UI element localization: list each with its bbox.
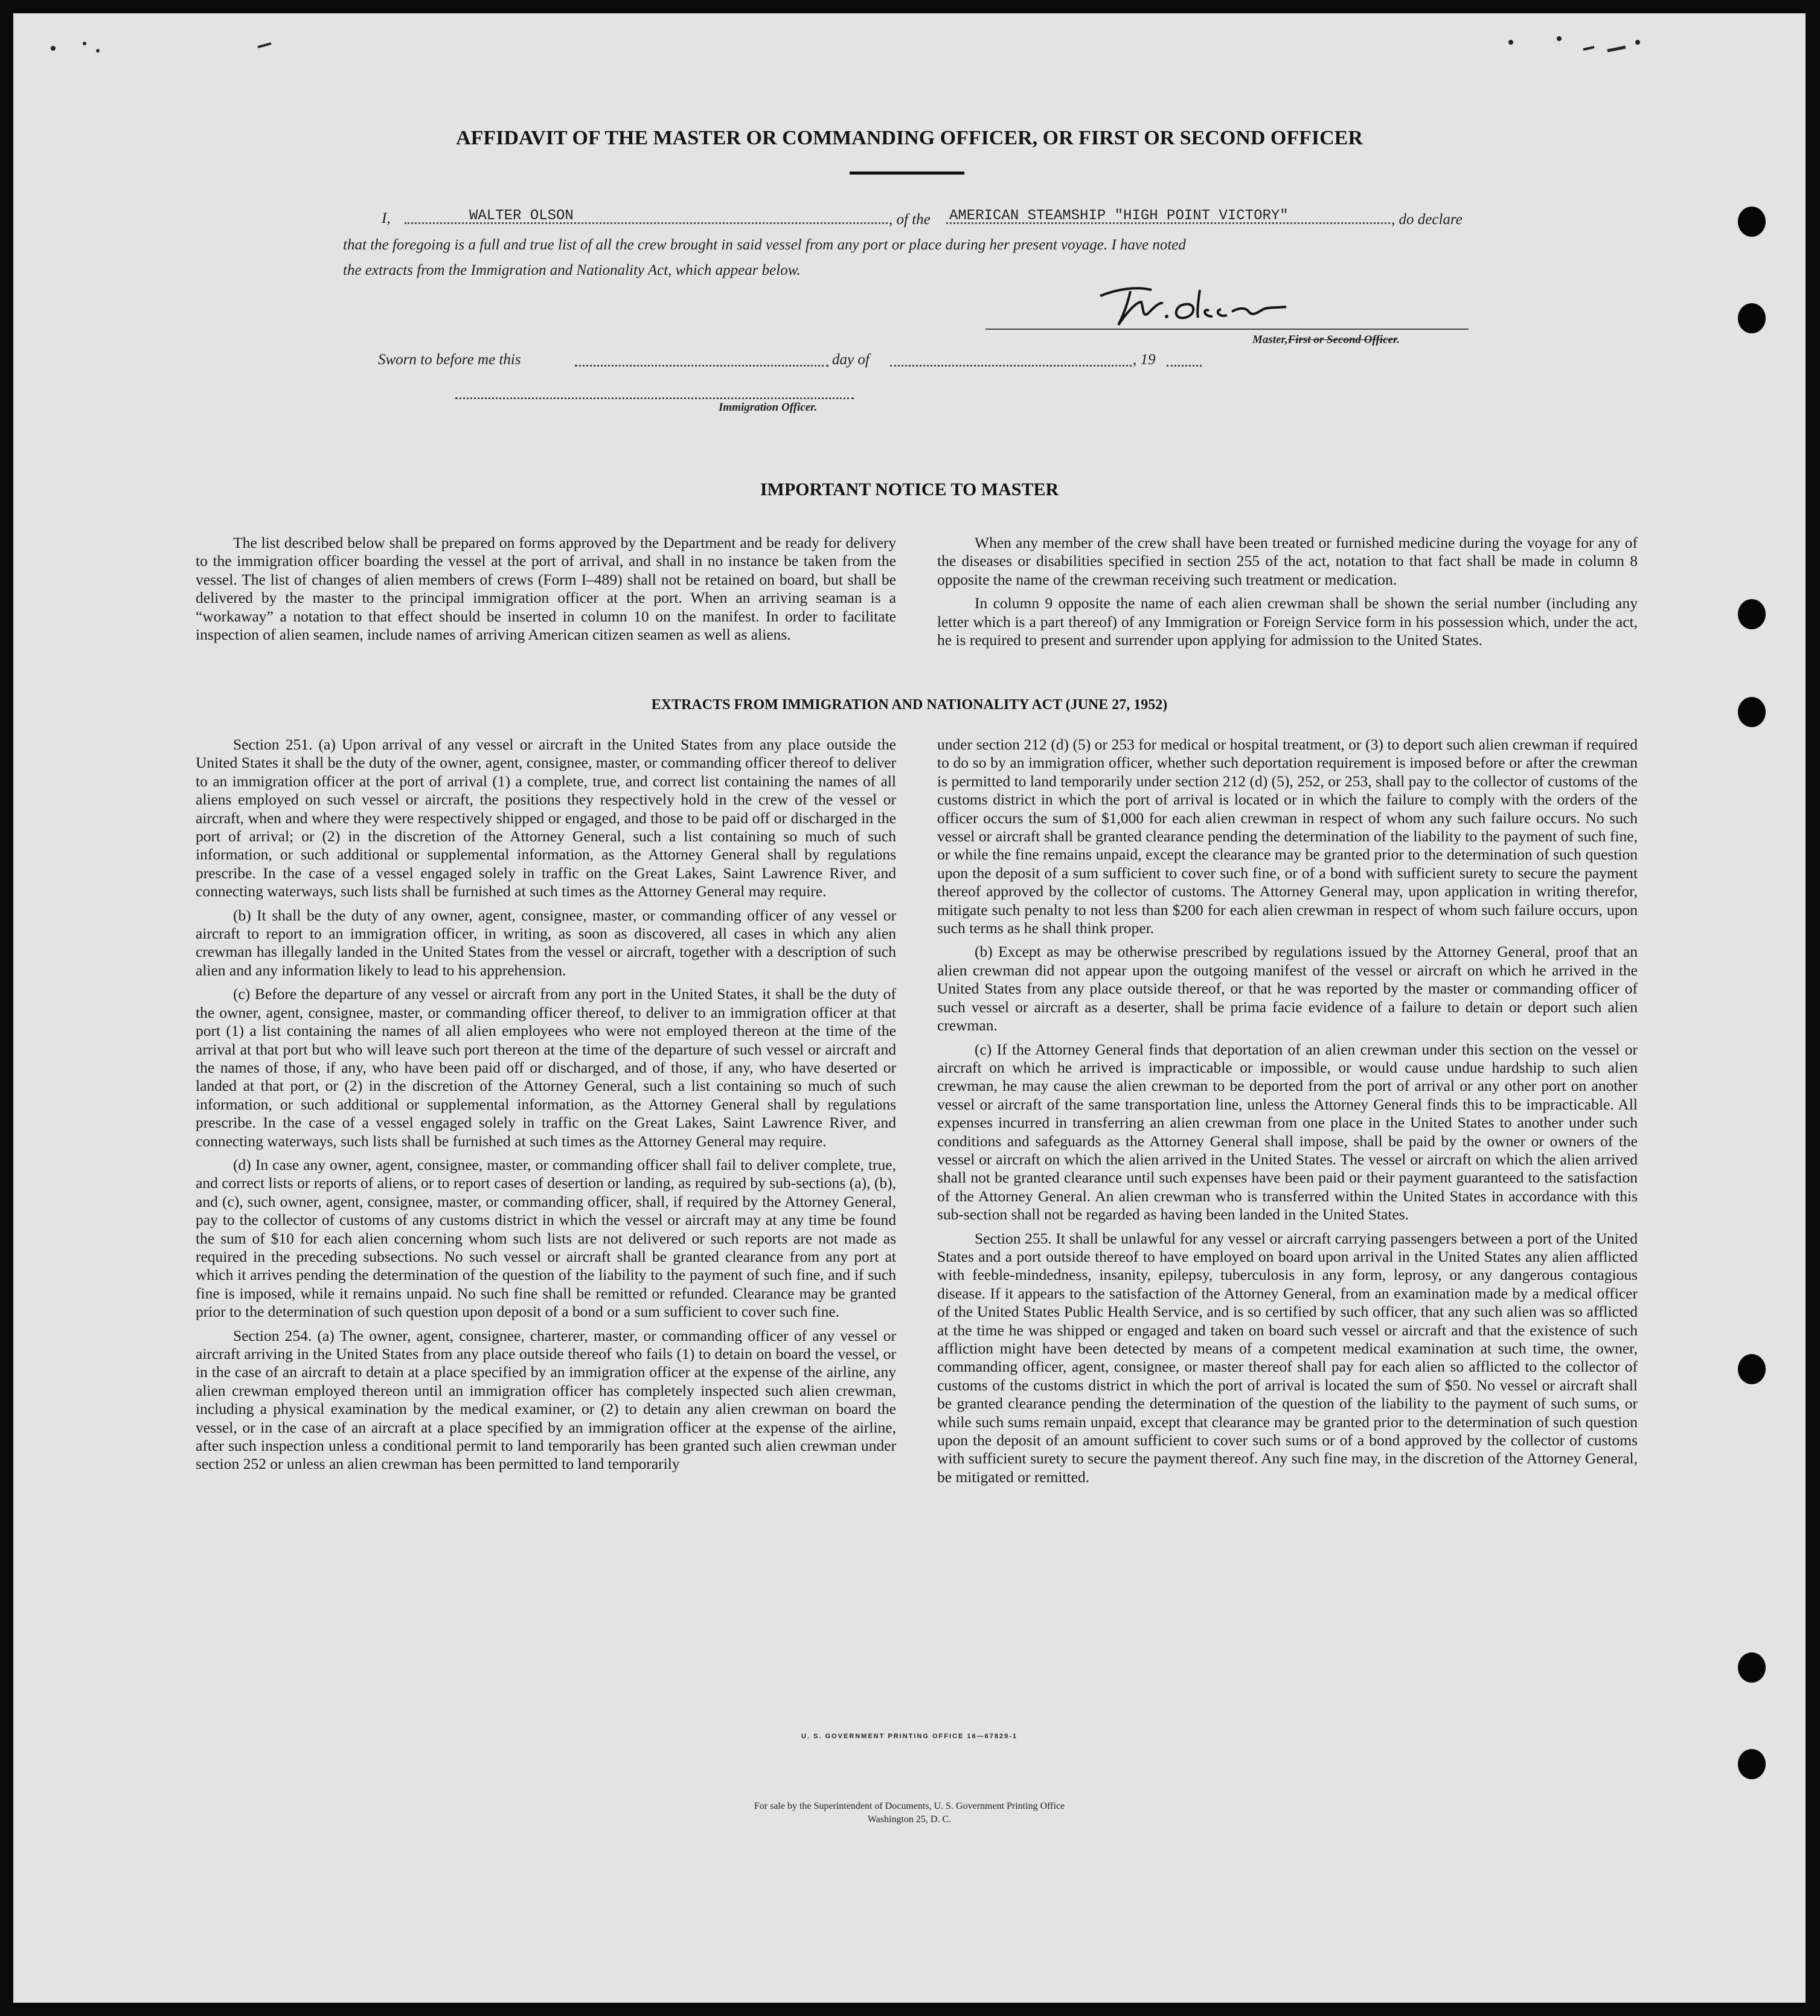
- statement-line-2: the extracts from the Immigration and Nationality Act, which appear below.: [343, 262, 801, 278]
- notice-paragraph: In column 9 opposite the name of each alien crewman shall be shown the serial number (including any letter which is a part thereof) of any Immigration or Foreign Service form in his possession which, under the act, he is required to present and surrender upon applying for admission to the United States.: [937, 594, 1638, 649]
- extracts-left-column: [196, 736, 896, 1479]
- act-paragraph: Section 255. It shall be unlawful for any vessel or aircraft carrying passengers between a port of the United States and a port outside thereof to have employed on board upon arrival in the United States any alien afflicted with feeble-mindedness, insanity, epilepsy, tuberculosis in any form, leprosy, or any dangerous contagious disease. If it appears to the satisfaction of the Attorney General, from an examination made by a medical officer of the United States Public Health Service, and is so certified by such officer, that any such alien was so afflicted at the time he was shipped or engaged and taken on board such vessel or aircraft and that the existence of such affliction might have been detected by means of a competent medical examination at such time, the owner, commanding officer, agent, consignee, or master thereof shall pay for each alien so afflicted to the collector of customs of the customs district in which the port of arrival is located the sum of $50. No vessel or aircraft shall be granted clearance pending the determination of the question of the liability to the payment of such sums, or while such sums remain unpaid, except that clearance may be granted prior to the determination of such question upon the deposit of an amount sufficient to cover such sums or of a bond approved by the collector of customs with sufficient surety to secure the payment thereof. Any such fine may, in the discretion of the Attorney General, be mitigated or remitted.: [937, 1229, 1638, 1486]
- punch-hole: [1738, 1354, 1766, 1384]
- form-page: [13, 13, 1806, 2003]
- sworn-day-field[interactable]: [575, 365, 828, 367]
- act-paragraph: (c) Before the departure of any vessel or aircraft from any port in the United States, it shall be the duty of the owner, agent, consignee, master, or commanding officer thereof, to deliver to an immigration officer at that port (1) a list containing the names of all alien employees who were not employed thereon at the time of the arrival at that port but who will leave such port thereon at the time of the departure of such vessel or aircraft and the names of those, if any, who have been paid off or discharged, and of those, if any, who have deserted or landed at that port, or (2) in the discretion of the Attorney General, such a list containing so much of such information, or such additional or supplemental information, as the Attorney General shall by regulations prescribe. In the case of a vessel engaged solely in traffic on the Great Lakes, Saint Lawrence River, and connecting waterways, such lists shall be furnished at such times as the Attorney General may require.: [196, 985, 896, 1150]
- struck-officer-label: First or Second Officer: [1287, 333, 1397, 346]
- paper-specks: [13, 13, 1806, 74]
- act-paragraph: (b) It shall be the duty of any owner, agent, consignee, master, or commanding officer of any vessel or aircraft to report to an immigration officer, in writing, as soon as discovered, all cases in which any alien crewman has illegally landed in the United States from the vessel or aircraft, together with a description of such alien and any information likely to lead to his apprehension.: [196, 906, 896, 979]
- act-paragraph: (c) If the Attorney General finds that deportation of an alien crewman under this section on the vessel or aircraft on which he arrived is impracticable or impossible, or would cause undue hardship to such alien crewman, he may cause the alien crewman to be deported from the port of arrival or any other port on another vessel or aircraft of the same transportation line, unless the Attorney General finds this to be impracticable. All expenses incurred in transferring an alien crewman from one place in the United States to another under such conditions and safeguards as the Attorney General shall impose, shall be paid by the owner or owners of the vessel or aircraft on which the alien arrived in the United States. The vessel or aircraft on which the alien arrived shall not be granted clearance until such expenses have been paid or their payment guaranteed to the satisfaction of the Attorney General. An alien crewman who is transferred within the United States in accordance with this sub-section shall not be regarded as having been landed in the United States.: [937, 1040, 1638, 1224]
- punch-hole: [1738, 207, 1766, 237]
- title-rule: [850, 172, 964, 175]
- extracts-right-column: [937, 736, 1638, 1492]
- notice-left-column: [196, 534, 896, 649]
- master-signature: [1094, 278, 1293, 332]
- extracts-title: EXTRACTS FROM IMMIGRATION AND NATIONALITY ACT (JUNE 27, 1952): [651, 697, 1168, 713]
- year-label: , 19: [1133, 352, 1156, 368]
- signature-line: [985, 329, 1469, 330]
- punch-hole: [1738, 1749, 1766, 1779]
- officer-name-field[interactable]: WALTER OLSON: [469, 208, 574, 224]
- sale-line-1: For sale by the Superintendent of Documents, U. S. Government Printing Office: [754, 1801, 1065, 1811]
- statement-line-1: that the foregoing is a full and true list of all the crew brought in said vessel from any port or place during her present voyage. I have noted: [343, 237, 1186, 253]
- sworn-label: Sworn to before me this: [378, 352, 521, 368]
- punch-hole: [1738, 1652, 1766, 1683]
- immigration-officer-signature-field[interactable]: [455, 397, 854, 399]
- notice-right-column: [937, 534, 1638, 655]
- punch-hole: [1738, 599, 1766, 629]
- notice-paragraph: When any member of the crew shall have been treated or furnished medicine during the voyage for any of the diseases or disabilities specified in section 255 of the act, notation to that fact shall be made in column 8 opposite the name of the crewman receiving such treatment or medication.: [937, 534, 1638, 588]
- of-the-label: , of the: [889, 211, 931, 228]
- act-paragraph: (b) Except as may be otherwise prescribed by regulations issued by the Attorney General, proof that an alien crewman did not appear upon the outgoing manifest of the vessel or aircraft on which he arrived in the United States from any place outside thereof, or that he was reported by the master or commanding officer of such vessel or aircraft as a deserter, shall be prima facie evidence of a failure to detain or deport such alien crewman.: [937, 943, 1638, 1035]
- sworn-month-field[interactable]: [890, 365, 1132, 367]
- i-label: I,: [382, 210, 391, 226]
- notice-title: IMPORTANT NOTICE TO MASTER: [760, 480, 1059, 499]
- signer-title: [1252, 333, 1400, 347]
- sale-notice: [13, 1800, 1806, 1826]
- declare-label: , do declare: [1391, 211, 1463, 228]
- act-paragraph: Section 254. (a) The owner, agent, consignee, charterer, master, or commanding officer of any vessel or aircraft arriving in the United States from any place outside thereof who fails (1) to detain on board the vessel, or in the case of an aircraft to detain at a place specified by an immigration officer at the expense of the airline, any alien crewman employed thereon until an immigration officer has completely inspected such alien crewman, including a physical examination by the medical examiner, or (2) to detain any alien crewman on board the vessel, or in the case of an aircraft at a place specified by an immigration officer at the expense of the airline, after such inspection unless a conditional permit to land temporarily has been granted such alien crewman under section 252 or unless an alien crewman has been permitted to land temporarily: [196, 1326, 896, 1473]
- punch-hole: [1738, 303, 1766, 333]
- signer-period: .: [1397, 333, 1400, 346]
- sale-line-2: Washington 25, D. C.: [867, 1814, 952, 1825]
- act-paragraph: under section 212 (d) (5) or 253 for medical or hospital treatment, or (3) to deport such alien crewman if required to do so by an immigration officer, whether such deportation requirement is imposed before or after the crewman is permitted to land temporarily under section 212 (d) (5), 252, or 253, shall pay to the collector of customs of the customs district in which the port of arrival is located or in which the failure to comply with the orders of the officer occurs the sum of $1,000 for each alien crewman in respect of whom any such failure occurs. No such vessel or aircraft shall be granted clearance pending the determination of the liability to the payment of such fine, or while the fine remains unpaid, except the clearance may be granted prior to the determination of such question upon the deposit of a sum sufficient to cover such fine, or of a bond with sufficient surety to secure the payment thereof approved by the collector of customs. The Attorney General may, upon application in writing therefor, mitigate such penalty to not less than $200 for each alien crewman in respect of whom such failure occurs, upon such terms as he shall think proper.: [937, 736, 1638, 937]
- immigration-officer-label: Immigration Officer.: [719, 401, 818, 414]
- act-paragraph: (d) In case any owner, agent, consignee, master, or commanding officer shall fail to deliver complete, true, and correct lists or reports of aliens, or to report cases of desertion or landing, as required by sub-sections (a), (b), and (c), such owner, agent, consignee, master, or commanding officer, shall, if required by the Attorney General, pay to the collector of customs of any customs district in which the vessel or aircraft may at any time be found the sum of $10 for each alien concerning whom such lists are not delivered or such reports are not made as required in the preceding subsections. No such vessel or aircraft shall be granted clearance from any port at which it arrives pending the determination of the question of the liability to the payment of such fine, and if such fine is imposed, while it remains unpaid. No such fine shall be remitted or refunded. Clearance may be granted prior to the determination of such question upon deposit of a bond or a sum sufficient to cover such fine.: [196, 1155, 896, 1321]
- day-of-label: day of: [832, 352, 870, 368]
- gpo-imprint: U. S. GOVERNMENT PRINTING OFFICE 16—67829-1: [801, 1733, 1017, 1740]
- affidavit-title: AFFIDAVIT OF THE MASTER OR COMMANDING OFFICER, OR FIRST OR SECOND OFFICER: [456, 127, 1363, 149]
- vessel-name-field[interactable]: AMERICAN STEAMSHIP "HIGH POINT VICTORY": [949, 208, 1289, 224]
- master-label: Master,: [1252, 333, 1288, 346]
- act-paragraph: Section 251. (a) Upon arrival of any vessel or aircraft in the United States from any place outside the United States it shall be the duty of the owner, agent, consignee, master, or commanding officer thereof to deliver to an immigration officer at the port of arrival (1) a complete, true, and correct list containing the names of all aliens employed on such vessel or aircraft, the positions they respectively hold in the crew of the vessel or aircraft, when and where they were respectively shipped or engaged, and those to be paid off or discharged in the port of arrival; or (2) in the discretion of the Attorney General, such a list containing so much of such information, or such additional or supplemental information, as the Attorney General shall by regulations prescribe. In the case of a vessel engaged solely in traffic on the Great Lakes, Saint Lawrence River, and connecting waterways, such lists shall be furnished at such times as the Attorney General may require.: [196, 736, 896, 900]
- sworn-year-field[interactable]: [1167, 365, 1202, 367]
- notice-paragraph: The list described below shall be prepared on forms approved by the Department and be ready for delivery to the immigration officer boarding the vessel at the port of arrival, and shall in no instance be taken from the vessel. The list of changes of alien members of crews (Form I–489) shall not be retained on board, but shall be delivered by the master to the principal immigration officer at the port. When an arriving seaman is a “workaway” a notation to that effect should be inserted in column 10 on the manifest. In order to facilitate inspection of alien seamen, include names of arriving American citizen seamen as well as aliens.: [196, 534, 896, 644]
